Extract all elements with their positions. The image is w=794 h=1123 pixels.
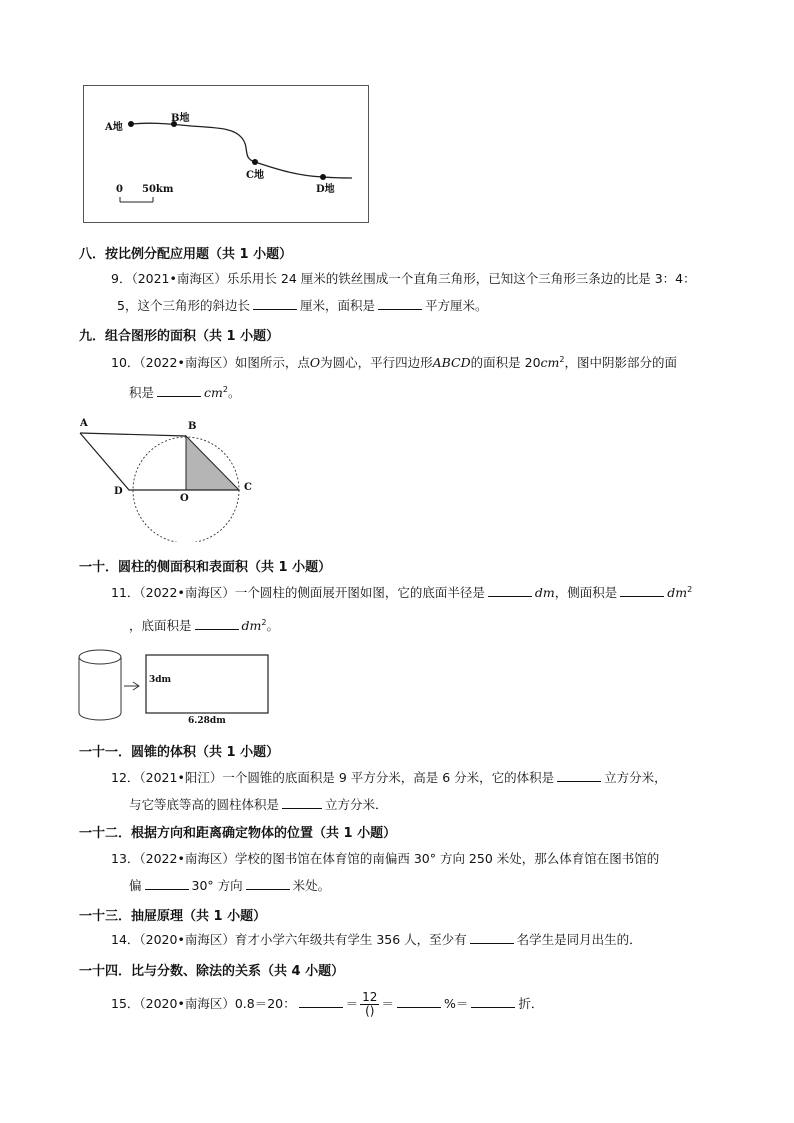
answer-blank[interactable] xyxy=(195,617,239,630)
vertex-a: A xyxy=(80,418,88,429)
vertex-b: B xyxy=(188,421,197,432)
section-heading-10: 一十．圆柱的侧面积和表面积（共 1 小题） xyxy=(79,560,332,575)
q9-line2: 5，这个三角形的斜边长 厘米，面积是 平方厘米。 xyxy=(117,298,488,313)
q9-line1: 9．（2021•南海区）乐乐用长 24 厘米的铁丝围成一个直角三角形，已知这个三角形三条边的比是 3：4： xyxy=(111,271,696,286)
point-c xyxy=(252,159,258,165)
section-heading-8: 八．按比例分配应用题（共 1 小题） xyxy=(79,247,293,262)
answer-blank[interactable] xyxy=(397,995,441,1008)
answer-blank[interactable] xyxy=(246,877,290,890)
q12-line1: 12．（2021•阳江）一个圆锥的底面积是 9 平方分米，高是 6 分米，它的体积是 立方分米， xyxy=(111,770,667,785)
answer-blank[interactable] xyxy=(378,297,422,310)
section-heading-14: 一十四．比与分数、除法的关系（共 4 小题） xyxy=(79,964,345,979)
section-heading-12: 一十二．根据方向和距离确定物体的位置（共 1 小题） xyxy=(79,826,397,841)
answer-blank[interactable] xyxy=(557,769,601,782)
q10-line1: 10．（2022•南海区）如图所示，点O为圆心，平行四边形ABCD的面积是 $20cm^2$，图中阴影部分的面 xyxy=(111,354,677,370)
label-d: D地 xyxy=(316,184,335,195)
answer-blank[interactable] xyxy=(157,384,201,397)
q13-line2: 偏 30° 方向 米处。 xyxy=(129,878,331,893)
cylinder-top xyxy=(79,650,121,664)
label-a: A地 xyxy=(105,122,123,133)
q13-line1: 13．（2022•南海区）学校的图书馆在体育馆的南偏西 30° 方向 250 米处，那么体育馆在图书馆的 xyxy=(111,851,660,866)
q11-line2: ，底面积是 $dm^2$。 xyxy=(129,617,279,633)
cylinder-figure xyxy=(78,645,278,731)
q14-line1: 14．（2020•南海区）育才小学六年级共有学生 356 人，至少有 名学生是同月出生的． xyxy=(111,932,642,947)
section-heading-9: 九．组合图形的面积（共 1 小题） xyxy=(79,329,280,344)
cylinder-svg xyxy=(78,645,278,731)
answer-blank[interactable] xyxy=(471,995,515,1008)
map-figure xyxy=(83,85,369,223)
answer-blank[interactable] xyxy=(620,584,664,597)
answer-blank[interactable] xyxy=(253,297,297,310)
cylinder-bottom xyxy=(79,713,121,720)
q11-line1: 11．（2022•南海区）一个圆柱的侧面展开图如图，它的底面半径是 dm，侧面积是 $dm^2$ xyxy=(111,584,693,600)
center-o: O xyxy=(180,493,189,504)
answer-blank[interactable] xyxy=(282,796,322,809)
answer-blank[interactable] xyxy=(145,877,189,890)
scale-distance: 50km xyxy=(142,184,174,195)
vertex-d: D xyxy=(114,486,123,497)
fraction: $\frac{12}{()}$ xyxy=(362,990,378,1018)
parallelogram-svg xyxy=(74,418,274,542)
rect-height-label: 3dm xyxy=(149,675,172,685)
scale-zero: 0 xyxy=(116,184,123,195)
point-a xyxy=(128,121,134,127)
q10-line2: 积是 $cm^2$。 xyxy=(129,384,241,400)
q15-line: 15．（2020•南海区）0.8＝20： ＝ $\frac{12}{()}$ ＝ %＝ 折． xyxy=(111,990,544,1018)
map-svg xyxy=(84,86,368,222)
section-heading-13: 一十三．抽屉原理（共 1 小题） xyxy=(79,909,267,924)
vertex-c: C xyxy=(244,482,252,493)
parallelogram-figure xyxy=(74,418,274,542)
answer-blank[interactable] xyxy=(470,931,514,944)
q12-line2: 与它等底等高的圆柱体积是 立方分米． xyxy=(129,797,388,812)
section-heading-11: 一十一．圆锥的体积（共 1 小题） xyxy=(79,745,280,760)
label-b: B地 xyxy=(171,113,190,124)
answer-blank[interactable] xyxy=(488,584,532,597)
label-c: C地 xyxy=(246,170,264,181)
rect-width-label: 6.28dm xyxy=(188,716,226,726)
answer-blank[interactable] xyxy=(299,995,343,1008)
